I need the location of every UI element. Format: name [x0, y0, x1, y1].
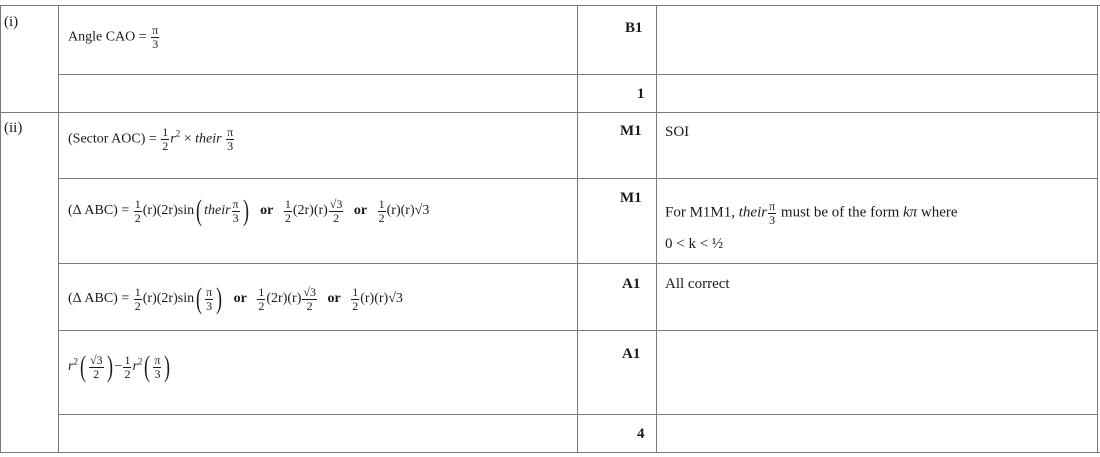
row-divider	[58, 414, 1098, 415]
or-word: or	[260, 203, 274, 219]
guidance-all-correct: All correct	[665, 276, 730, 292]
table-border-bottom	[0, 452, 1100, 453]
var-r: r	[170, 131, 176, 147]
power-2: 2	[73, 356, 78, 367]
their-word: their	[195, 131, 222, 147]
mark-m1: M1	[620, 190, 642, 206]
minus-sign: −	[114, 359, 123, 375]
table-border-top	[0, 5, 1100, 6]
answer-triangle-abc-their	[68, 196, 429, 226]
paren-r: (r)	[287, 291, 302, 307]
guidance-soi: SOI	[665, 124, 690, 140]
var-r: r	[68, 359, 74, 375]
mark-total-ii: 4	[637, 426, 645, 442]
fraction-half: $\frac{1}{2}$	[284, 196, 291, 225]
mark-total-i: 1	[637, 86, 645, 102]
answer-angle-cao	[68, 24, 160, 50]
close-bracket: )	[106, 350, 113, 383]
paren-r: (r)	[360, 291, 375, 307]
guidance-text: where	[920, 204, 958, 221]
answer-sector-aoc	[68, 126, 235, 152]
mark-m1: M1	[620, 123, 642, 139]
fraction-sqrt3-over-2: $\frac{√3}{2}$	[303, 284, 316, 313]
row-divider	[58, 74, 1098, 75]
sin-function: sin	[177, 291, 195, 307]
close-bracket: )	[164, 350, 171, 383]
guidance-k-range: 0 < k < ½	[665, 236, 724, 252]
mark-a1: A1	[622, 346, 641, 362]
sin-function: sin	[177, 203, 195, 219]
col-divider	[656, 5, 657, 453]
row-divider	[58, 330, 1098, 331]
sqrt-3: √3	[388, 291, 403, 307]
or-word: or	[233, 291, 247, 307]
open-bracket: (	[144, 350, 151, 383]
paren-r: (r)	[313, 203, 328, 219]
row-divider	[58, 178, 1098, 179]
paren-2r: (2r)	[156, 203, 178, 219]
part-label-i: (i)	[4, 14, 19, 30]
part-label-ii: (ii)	[4, 120, 23, 136]
paren-2r: (2r)	[292, 203, 314, 219]
open-bracket: (	[196, 194, 203, 227]
paren-2r: (2r)	[266, 291, 288, 307]
mark-b1: B1	[625, 20, 643, 36]
fraction-half: $\frac{1}{2}$	[134, 284, 141, 313]
or-word: or	[353, 203, 368, 219]
paren-2r: (2r)	[156, 291, 178, 307]
or-word: or	[327, 291, 341, 307]
fraction-sqrt3-over-2: $\frac{√3}{2}$	[89, 352, 103, 381]
table-border-right	[1097, 5, 1098, 453]
fraction-half: $\frac{1}{2}$	[162, 125, 169, 153]
paren-r: (r)	[142, 291, 157, 307]
open-bracket: (	[79, 350, 86, 383]
fraction-half: $\frac{1}{2}$	[124, 352, 131, 381]
paren-r: (r)	[400, 203, 415, 219]
fraction-half: $\frac{1}{2}$	[134, 196, 141, 225]
guidance-k-pi: kπ	[902, 204, 918, 221]
row-divider	[58, 263, 1098, 264]
answer-lhs: (Sector AOC) =	[68, 131, 157, 147]
fraction-pi-over-3: $\frac{\pi}{3}$	[152, 23, 159, 51]
fraction-sqrt3-over-2: $\frac{√3}{2}$	[329, 196, 343, 225]
fraction-half: $\frac{1}{2}$	[352, 284, 359, 313]
paren-r: (r)	[142, 203, 157, 219]
fraction-half: $\frac{1}{2}$	[258, 284, 265, 313]
paren-r: (r)	[374, 291, 389, 307]
times-sign: ×	[183, 131, 192, 147]
paren-r: (r)	[386, 203, 401, 219]
guidance-text: For M1M1,	[665, 204, 736, 221]
fraction-pi-over-3: $\frac{\pi}{3}$	[206, 284, 213, 313]
their-word: their	[204, 203, 231, 219]
power-2: 2	[175, 128, 181, 139]
fraction-half: $\frac{1}{2}$	[378, 196, 385, 225]
answer-triangle-abc	[68, 284, 403, 314]
fraction-pi-over-3: $\frac{\pi}{3}$	[154, 352, 161, 381]
close-bracket: )	[216, 282, 223, 315]
open-bracket: (	[196, 282, 203, 315]
sqrt-3: √3	[414, 203, 430, 219]
mark-a1: A1	[622, 276, 641, 292]
close-bracket: )	[242, 194, 249, 227]
guidance-m1m1-form	[665, 200, 958, 226]
fraction-pi-over-3: $\frac{\pi}{3}$	[227, 125, 234, 153]
guidance-text: must be of the form	[780, 204, 900, 221]
fraction-pi-over-3: $\frac{\pi}{3}$	[232, 196, 239, 225]
answer-area-expression	[68, 352, 172, 382]
answer-lhs: (Δ ABC) =	[68, 291, 130, 307]
col-divider	[58, 5, 59, 453]
answer-lhs: (Δ ABC) =	[68, 203, 130, 219]
col-divider	[577, 5, 578, 453]
row-divider	[0, 112, 1100, 113]
var-r: r	[132, 359, 138, 375]
answer-lhs: Angle CAO =	[68, 29, 147, 45]
fraction-pi-over-3: $\frac{\pi}{3}$	[769, 199, 776, 227]
their-word: their	[738, 204, 768, 221]
power-2: 2	[137, 356, 143, 367]
table-border-left	[0, 5, 1, 453]
